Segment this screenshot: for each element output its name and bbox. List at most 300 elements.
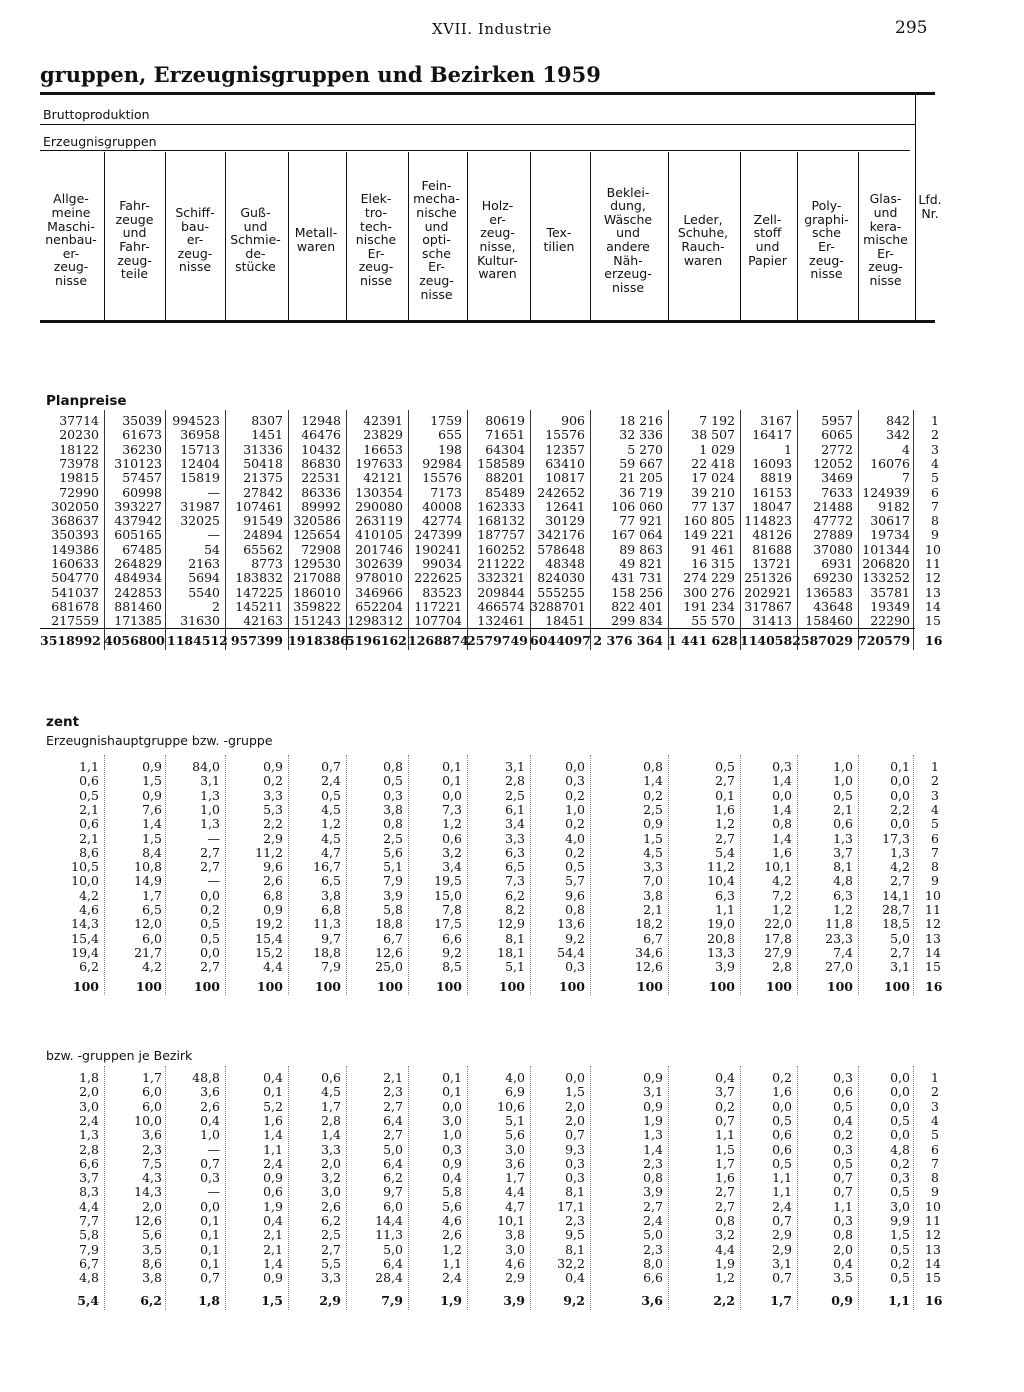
table-cell: 0,1 [200,1241,220,1257]
table-cell: 2,2 [890,801,910,817]
table-cell: 136583 [805,584,853,600]
table-cell: 2,0 [833,1241,853,1257]
table-row [0,1271,1024,1285]
row-number-cell: 14 [925,598,941,614]
table-row [0,614,1024,628]
table-cell: 0,1 [200,1213,220,1228]
table-cell: 0,9 [263,759,283,774]
table-cell: 0,8 [643,1170,663,1186]
table-cell: 0,5 [200,916,220,932]
table-cell: 16653 [363,441,403,457]
table-cell: 0,9 [643,816,663,832]
table-cell: 6,0 [142,1084,162,1100]
table-cell: — [207,873,220,889]
table-row [0,1114,1024,1128]
table-cell: 2,0 [142,1198,162,1214]
table-cell: 17,8 [764,930,792,946]
table-cell: 1,9 [643,1112,663,1128]
table-cell: 5,4 [77,1293,99,1308]
table-cell: 71651 [485,427,525,443]
table-cell: 100 [193,979,220,994]
table-cell: 31630 [180,613,220,629]
table-cell: 186010 [293,584,341,600]
table-cell: 9,9 [890,1213,910,1228]
table-cell: 0,3 [833,1141,853,1157]
table-cell: 3,8 [383,801,403,817]
table-cell: 12,6 [134,1213,162,1228]
table-cell: 2,7 [890,944,910,960]
table-cell: 7,9 [321,959,341,975]
table-cell: 5,8 [79,1227,99,1243]
table-cell: 6,0 [142,930,162,946]
table-cell: 11,2 [255,844,283,860]
table-cell: 5,1 [383,859,403,875]
table-cell: 0,8 [772,816,792,832]
table-cell: 3,6 [142,1127,162,1143]
table-cell: 16153 [752,484,792,500]
running-header [0,20,1024,44]
table-cell: 129530 [293,556,341,571]
table-cell: 2,3 [383,1084,403,1100]
table-cell: 201746 [355,541,403,557]
table-cell: 4,5 [643,844,663,860]
table-cell: 19,5 [434,873,462,889]
table-cell: 7,8 [442,902,462,917]
table-cell: 1,5 [890,1227,910,1243]
column-header-4 [225,155,286,325]
table-cell: 3,4 [442,859,462,875]
table-cell: 3,6 [200,1084,220,1100]
table-row [0,946,1024,960]
table-cell: 6,8 [321,902,341,917]
table-cell: 211222 [477,556,525,571]
table-cell: 2,1 [263,1241,283,1257]
table-cell: 7,6 [142,801,162,817]
row-number-cell: 16 [925,979,943,994]
row-number-cell: 14 [925,944,941,960]
row-number-cell: 8 [931,859,939,875]
table-cell: 0,9 [263,1170,283,1186]
table-cell: 247399 [414,527,462,543]
table-cell: 100 [314,979,341,994]
page-number: 295 [895,18,928,38]
row-number-cell: 9 [931,873,939,889]
table-cell: 3,8 [321,887,341,903]
table-cell: 587029 [800,633,853,648]
table-cell: 6931 [821,556,853,571]
table-cell: 484934 [114,570,162,586]
table-cell: 0,3 [890,1170,910,1186]
table-cell: 2,0 [565,1112,585,1128]
table-cell: 1,1 [263,1141,283,1157]
table-cell: 3,4 [505,816,525,832]
table-cell: 7,0 [643,873,663,889]
table-cell: 0,4 [442,1170,462,1186]
table-cell: 3,7 [715,1084,735,1100]
column-header-13 [797,155,856,325]
table-cell: — [207,484,220,500]
table-cell: 5,5 [321,1255,341,1271]
table-cell: 1 029 [699,441,735,457]
table-cell: 100 [72,979,99,994]
table-row [0,586,1024,600]
table-cell: 1,7 [770,1293,792,1308]
table-row [0,803,1024,817]
table-cell: 3469 [821,470,853,486]
row-number-cell: 7 [931,498,939,514]
table-cell: 222625 [414,570,462,586]
table-cell: 1140582 [740,633,801,648]
table-cell: 14,1 [882,887,910,903]
header-group-rule [40,124,915,125]
table-cell: 10,1 [497,1213,525,1228]
table-cell: 8,5 [442,959,462,975]
table-cell: 117221 [414,598,462,614]
table-cell: 12,0 [134,916,162,932]
row-number-cell: 1 [931,1070,939,1085]
table-cell: 1,5 [142,830,162,846]
table-cell: 0,3 [565,1155,585,1171]
table-cell: 6,6 [79,1155,99,1171]
table-cell: 6,9 [505,1084,525,1100]
table-cell: 1,4 [142,816,162,832]
table-cell: 7 [902,470,910,486]
table-cell: 187757 [477,527,525,543]
table-cell: 183832 [235,570,283,586]
table-cell: 16417 [752,427,792,443]
table-cell: 18,5 [882,916,910,932]
table-cell: 5,8 [442,1184,462,1200]
table-cell: 410105 [355,527,403,543]
table-cell: 720579 [858,633,911,648]
table-cell: 0,0 [890,773,910,789]
table-cell: 6,2 [79,959,99,975]
table-cell: 3,1 [772,1255,792,1271]
table-cell: 2,4 [442,1270,462,1286]
table-cell: 1,1 [79,759,99,774]
table-cell: 4,4 [263,959,283,975]
table-cell: 6,5 [321,873,341,889]
table-cell: 2,1 [79,801,99,817]
column-header-label: Lfd. Nr. [918,192,942,221]
row-number-cell: 5 [931,816,939,832]
table-cell: 1,3 [79,1127,99,1143]
table-cell: 2,2 [713,1293,735,1308]
table-cell: 57457 [122,470,162,486]
table-cell: 18451 [545,613,585,629]
table-cell: 6,1 [505,801,525,817]
table-cell: 4,7 [505,1198,525,1214]
table-row [0,600,1024,614]
table-cell: 3,8 [505,1227,525,1243]
table-cell: 158589 [477,455,525,471]
table-cell: 32025 [180,513,220,529]
row-number-cell: 1 [931,413,939,428]
table-cell: 1,2 [442,1241,462,1257]
column-header-label: Holz- er- zeug- nisse, Kultur- waren [477,198,518,282]
table-cell: 3,6 [505,1155,525,1171]
table-cell: 0,6 [442,830,462,846]
table-cell: 86336 [301,484,341,500]
column-header-2 [104,155,165,325]
table-cell: 3,3 [321,1270,341,1286]
table-cell: 4,6 [442,1213,462,1228]
table-cell: 15713 [180,441,220,457]
table-cell: 1,9 [440,1293,462,1308]
table-cell: 88201 [485,470,525,486]
column-header-label: Tex- tilien [543,225,575,254]
table-cell: 17,3 [882,830,910,846]
table-cell: 4,7 [321,844,341,860]
table-cell: 346966 [355,584,403,600]
section-sublabel: Erzeugnishauptgruppe bzw. -gruppe [46,733,273,748]
table-cell: 2,3 [142,1141,162,1157]
table-cell: 77 137 [691,498,735,514]
table-cell: 15,2 [255,944,283,960]
column-header-label: Schiff- bau- er- zeug- nisse [175,205,215,275]
table-cell: 0,8 [715,1213,735,1228]
table-cell: — [207,830,220,846]
row-number-cell: 12 [925,1227,941,1243]
table-cell: 10,5 [71,859,99,875]
table-cell: 85489 [485,484,525,500]
column-header-label: Guß- und Schmie- de- stücke [230,205,281,275]
table-cell: 1,7 [505,1170,525,1186]
table-cell: 22290 [870,613,910,629]
table-cell: 19734 [870,527,910,543]
table-cell: 55 570 [691,613,735,629]
table-cell: 1,9 [263,1198,283,1214]
table-cell: 4,0 [505,1070,525,1085]
table-cell: 0,7 [200,1155,220,1171]
table-cell: 59 667 [619,455,663,471]
table-row [0,1214,1024,1228]
table-cell: 263119 [355,513,403,529]
section-label: Planpreise [46,393,127,409]
table-cell: 217559 [51,613,99,629]
table-row [0,1100,1024,1114]
table-cell: 9182 [878,498,910,514]
table-cell: 0,5 [890,1270,910,1286]
table-cell: 302639 [355,556,403,571]
table-cell: 0,1 [715,787,735,803]
table-cell: 8819 [760,470,792,486]
row-number-cell: 10 [925,541,941,557]
table-cell: 23829 [363,427,403,443]
table-row [0,428,1024,442]
row-number-cell: 4 [931,1112,939,1128]
table-cell: 2,7 [383,1127,403,1143]
table-cell: 274 229 [683,570,735,586]
table-cell: 0,2 [200,902,220,917]
table-cell: 19,0 [707,916,735,932]
row-number-cell: 13 [925,1241,941,1257]
table-cell: 107461 [235,498,283,514]
table-cell: — [207,1141,220,1157]
table-cell: 47772 [813,513,853,529]
table-cell: 5,0 [383,1241,403,1257]
table-cell: 8,0 [643,1255,663,1271]
table-cell: 3,0 [505,1241,525,1257]
table-cell: 13,6 [557,916,585,932]
table-cell: 100 [256,979,283,994]
table-cell: 42121 [363,470,403,486]
table-cell: 0,0 [772,1098,792,1114]
table-cell: 4,2 [772,873,792,889]
table-row [0,457,1024,471]
table-cell: 2,4 [79,1112,99,1128]
row-number-cell: 11 [925,902,941,917]
table-cell: 2,9 [505,1270,525,1286]
table-cell: 0,0 [200,887,220,903]
table-cell: 2,9 [772,1227,792,1243]
table-cell: 0,2 [772,1070,792,1085]
table-cell: 32 336 [619,427,663,443]
table-cell: 0,4 [715,1070,735,1085]
table-cell: 1,4 [643,773,663,789]
table-cell: 9,6 [263,859,283,875]
table-cell: 5,4 [715,844,735,860]
table-cell: 27,0 [825,959,853,975]
table-cell: 91549 [243,513,283,529]
row-number-cell: 16 [925,633,943,648]
table-cell: 4,4 [79,1198,99,1214]
table-cell: 1,0 [200,801,220,817]
table-cell: 1451 [251,427,283,443]
row-number-cell: 9 [931,1184,939,1200]
table-cell: 5196162 [346,633,407,648]
table-cell: 504770 [51,570,99,586]
table-cell: 0,5 [833,1155,853,1171]
column-header-label: Zell- stoff und Papier [748,211,787,268]
table-cell: 100 [558,979,585,994]
table-cell: 4,8 [833,873,853,889]
table-cell: 27,9 [764,944,792,960]
table-cell: 0,8 [565,902,585,917]
table-cell: 3,5 [833,1270,853,1286]
table-cell: 3288701 [530,598,586,614]
table-cell: 1,9 [715,1255,735,1271]
table-cell: 1,8 [198,1293,220,1308]
table-cell: 431 731 [611,570,663,586]
table-cell: 6,2 [505,887,525,903]
table-cell: 0,3 [833,1070,853,1085]
table-cell: 6,5 [142,902,162,917]
table-cell: 5,3 [263,801,283,817]
row-number-cell: 4 [931,801,939,817]
header-column-divider [668,152,669,320]
table-cell: 5,1 [505,1112,525,1128]
table-cell: 100 [498,979,525,994]
table-cell: 1,3 [833,830,853,846]
table-cell: 10,6 [497,1098,525,1114]
table-cell: 6,5 [505,859,525,875]
table-row [0,1071,1024,1085]
table-cell: 1,4 [263,1255,283,1271]
table-cell: 0,0 [565,759,585,774]
row-number-cell: 2 [931,1084,939,1100]
table-cell: 8,1 [565,1184,585,1200]
table-cell: 14,9 [134,873,162,889]
table-cell: 65562 [243,541,283,557]
table-cell: 2,5 [505,787,525,803]
header-column-divider [858,152,859,320]
table-row [0,1085,1024,1099]
table-cell: 125654 [293,527,341,543]
table-cell: 16 315 [691,556,735,571]
table-cell: 101344 [862,541,910,557]
table-cell: 7 192 [699,413,735,428]
table-cell: 27889 [813,527,853,543]
table-cell: 84,0 [192,759,220,774]
table-cell: 822 401 [611,598,663,614]
table-cell: 1,1 [833,1198,853,1214]
table-cell: 198 [438,441,462,457]
table-cell: 0,6 [772,1127,792,1143]
row-number-cell: 5 [931,470,939,486]
table-cell: 15576 [422,470,462,486]
table-cell: 0,3 [565,959,585,975]
table-cell: 130354 [355,484,403,500]
table-cell: 0,1 [442,1070,462,1085]
table-cell: 842 [886,413,910,428]
table-cell: 197633 [355,455,403,471]
table-cell: 4,5 [321,801,341,817]
table-cell: 4,6 [505,1255,525,1271]
table-cell: 0,4 [263,1213,283,1228]
table-cell: 2,1 [383,1070,403,1085]
table-cell: 147225 [235,584,283,600]
table-cell: 35039 [122,413,162,428]
table-cell: 4,8 [890,1141,910,1157]
table-cell: 11,8 [825,916,853,932]
table-cell: 0,0 [890,1084,910,1100]
row-number-cell: 3 [931,787,939,803]
table-cell: 264829 [114,556,162,571]
header-bottom-rule [40,320,935,323]
table-row [0,774,1024,788]
section-label: zent [46,714,80,730]
table-cell: 4,6 [79,902,99,917]
table-cell: 18 216 [619,413,663,428]
table-cell: 3,2 [321,1170,341,1186]
table-cell: 2,8 [79,1141,99,1157]
column-header-12 [740,155,795,325]
table-cell: 1,1 [715,902,735,917]
table-cell: 3,1 [643,1084,663,1100]
table-cell: 2 376 364 [593,633,663,648]
table-cell: 5,6 [505,1127,525,1143]
table-cell: 0,2 [565,787,585,803]
row-number-cell: 12 [925,570,941,586]
table-cell: 0,7 [565,1127,585,1143]
table-cell: 1,4 [263,1127,283,1143]
table-cell: 124939 [862,484,910,500]
table-cell: 437942 [114,513,162,529]
table-cell: 0,9 [142,787,162,803]
table-cell: 190241 [414,541,462,557]
table-row [0,1171,1024,1185]
header-column-divider [467,152,468,320]
table-cell: 30617 [870,513,910,529]
table-cell: 3,1 [505,759,525,774]
table-cell: 2,7 [715,1184,735,1200]
row-number-cell: 6 [931,484,939,500]
table-cell: 21 205 [619,470,663,486]
table-cell: 3,6 [641,1293,663,1308]
table-row [0,903,1024,917]
table-cell: 6,4 [383,1255,403,1271]
